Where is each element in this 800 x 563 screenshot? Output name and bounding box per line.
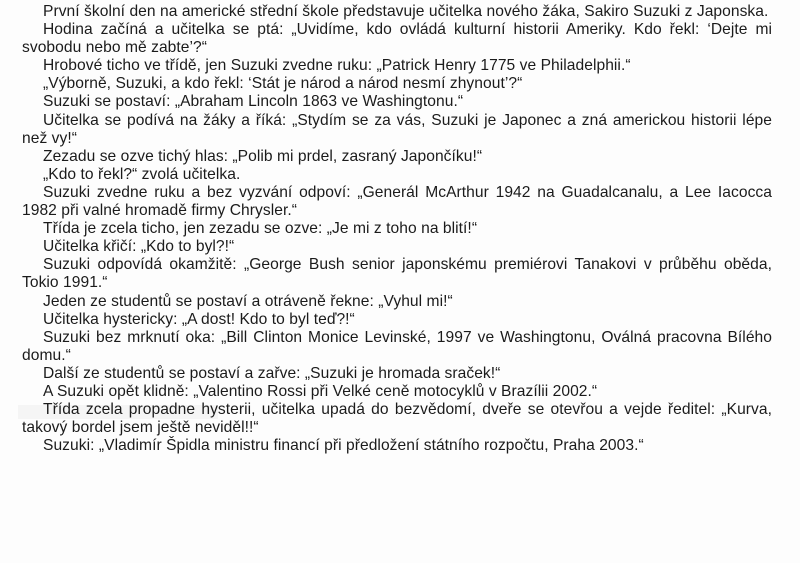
paragraph: Hrobové ticho ve třídě, jen Suzuki zvedne ruku: „Patrick Henry 1775 ve Philadelphii.“: [43, 57, 631, 75]
paragraph: Jeden ze studentů se postaví a otráveně řekne: „Vyhul mi!“: [43, 292, 453, 310]
paragraph: Učitelka křičí: „Kdo to byl?!“: [43, 238, 235, 256]
paragraph: Suzuki bez mrknutí oka: „Bill Clinton Monice Levinské, 1997 ve Washingtonu, Oválná pracovna Bílého domu.“: [22, 328, 772, 364]
paragraph: Třída zcela propadne hysterii, učitelka upadá do bezvědomí, dveře se otevřou a vejde ředitel: „Kurva, takový bordel jsem ještě neviděl!!“: [22, 401, 772, 437]
paragraph: Zezadu se ozve tichý hlas: „Polib mi prdel, zasraný Japončíku!“: [43, 147, 483, 165]
paragraph: Suzuki: „Vladimír Špidla ministru financí při předložení státního rozpočtu, Praha 2003.“: [43, 437, 644, 455]
paragraph: Suzuki zvedne ruku a bez vyzvání odpoví: „Generál McArthur 1942 na Guadalcanalu, a Lee Iacocca 1982 při valné hromadě firmy Chrysler.“: [22, 183, 772, 220]
paragraph: „Výborně, Suzuki, a kdo řekl: ‘Stát je národ a národ nesmí zhynout’?“: [43, 75, 523, 93]
paragraph: Suzuki odpovídá okamžitě: „George Bush senior japonskému premiérovi Tanakovi v průběhu oběda, Tokio 1991.“: [22, 256, 772, 292]
paragraph: Suzuki se postaví: „Abraham Lincoln 1863 ve Washingtonu.“: [43, 93, 464, 111]
paragraph: A Suzuki opět klidně: „Valentino Rossi při Velké ceně motocyklů v Brazílii 2002.“: [43, 382, 598, 400]
paragraph: Učitelka hystericky: „A dost! Kdo to byl teď?!“: [43, 310, 355, 328]
paragraph: Učitelka se podívá na žáky a říká: „Stydím se za vás, Suzuki je Japonec a zná americkou historii lépe než vy!“: [22, 111, 772, 147]
paragraph: První školní den na americké střední škole představuje učitelka nového žáka, Sakiro Suzuki z Japonska.: [43, 3, 769, 20]
paragraph: „Kdo to řekl?“ zvolá učitelka.: [43, 165, 241, 183]
paragraph: Třída je zcela ticho, jen zezadu se ozve: „Je mi z toho na blití!“: [43, 220, 478, 238]
joke-text: [22, 3, 772, 455]
paragraph: Další ze studentů se postaví a zařve: „Suzuki je hromada sraček!“: [43, 364, 501, 382]
paragraph: Hodina začíná a učitelka se ptá: „Uvidíme, kdo ovládá kulturní historii Ameriky. Kdo řekl: ‘Dejte mi svobodu nebo mě zabte’?“: [22, 21, 772, 57]
